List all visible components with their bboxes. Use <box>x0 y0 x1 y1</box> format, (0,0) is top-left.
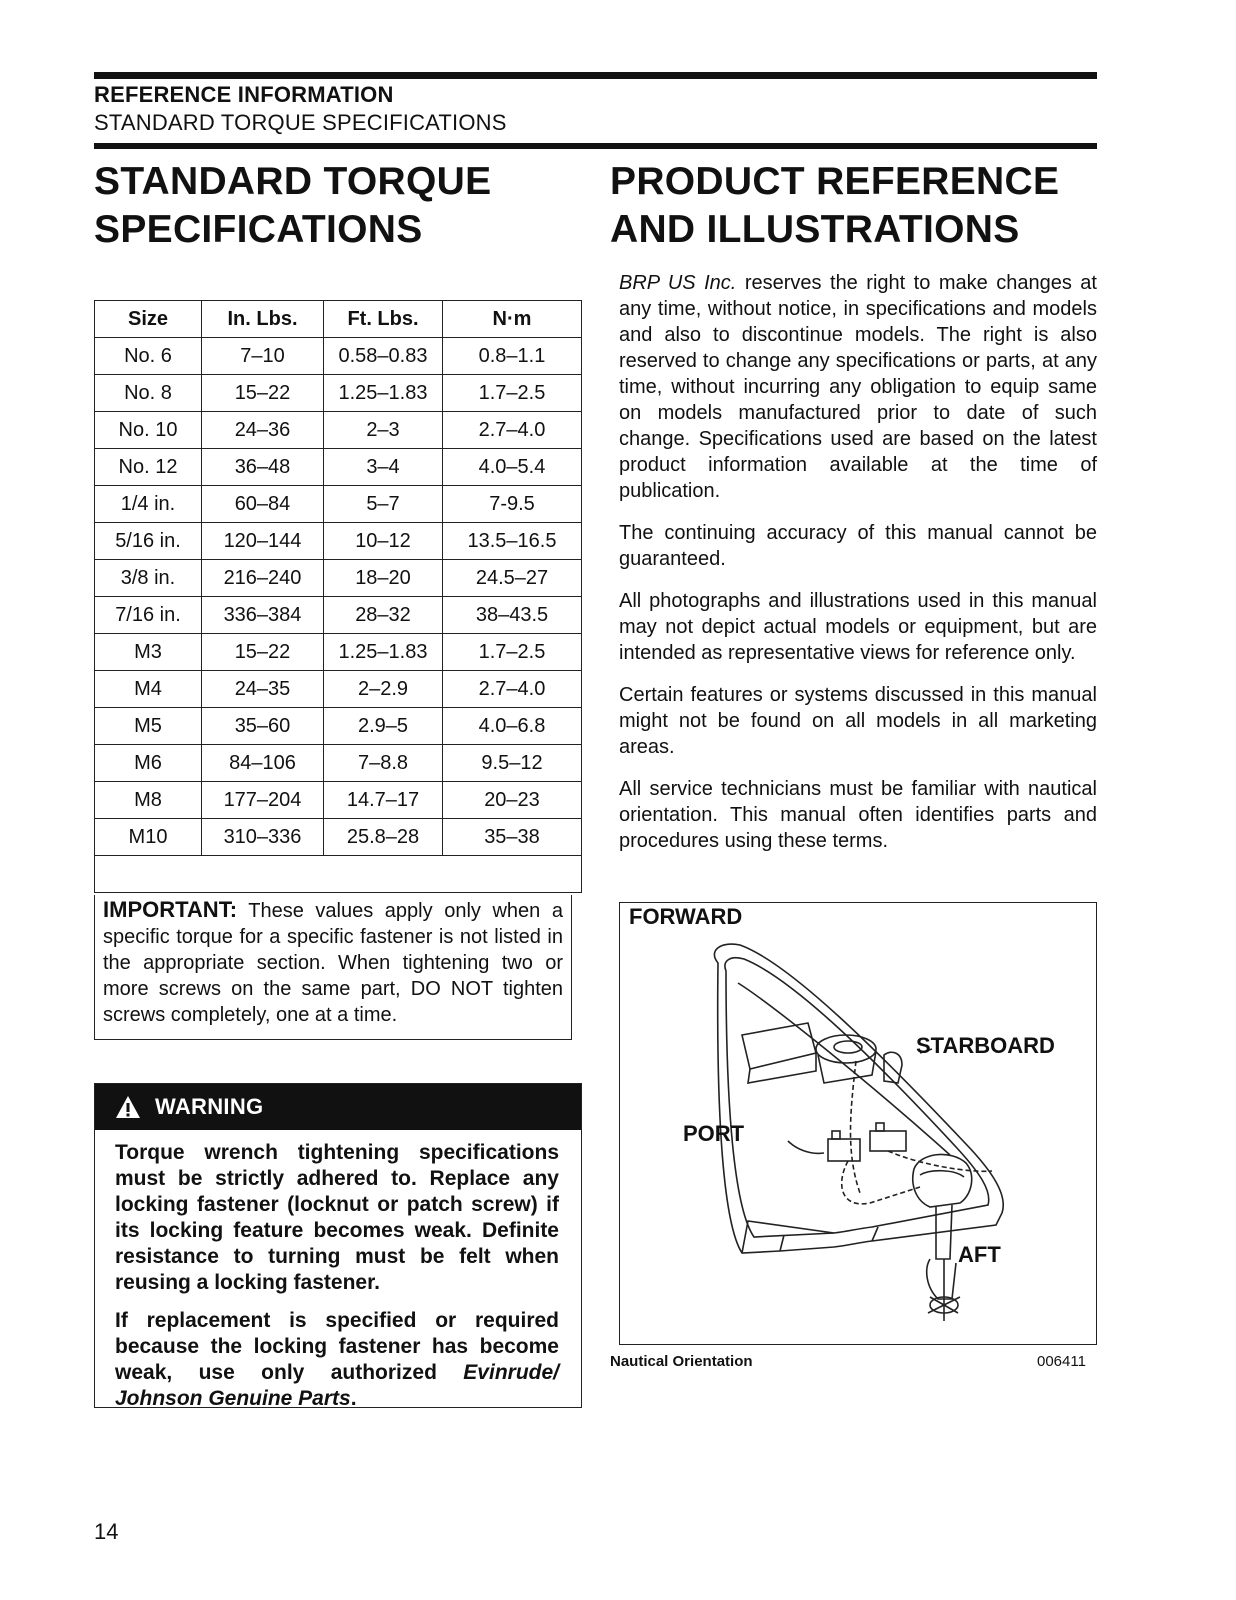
product-heading-line2: AND ILLUSTRATIONS <box>610 208 1020 251</box>
cell-size: M4 <box>95 671 202 708</box>
table-row <box>95 449 582 486</box>
table-row <box>95 745 582 782</box>
cell-size: M6 <box>95 745 202 782</box>
product-para-5: All service technicians must be familiar with nautical orientation. This manual often identifies parts and procedures using these terms. <box>619 778 1097 852</box>
table-row <box>95 486 582 523</box>
col-header-size: Size <box>95 301 202 338</box>
cell-ft-lbs: 2–2.9 <box>324 671 443 708</box>
cell-size: M8 <box>95 782 202 819</box>
cell-nm: 2.7–4.0 <box>443 671 582 708</box>
cell-nm: 4.0–6.8 <box>443 708 582 745</box>
cell-nm: 1.7–2.5 <box>443 634 582 671</box>
product-heading <box>610 158 1059 254</box>
cell-ft-lbs: 3–4 <box>324 449 443 486</box>
header-section: REFERENCE INFORMATION <box>94 82 394 107</box>
col-header-in-lbs: In. Lbs. <box>202 301 324 338</box>
torque-heading-line1: STANDARD TORQUE <box>94 160 492 203</box>
cell-size: M5 <box>95 708 202 745</box>
table-row <box>95 819 582 856</box>
company-name: BRP US Inc. <box>619 272 737 294</box>
header-subsection: STANDARD TORQUE SPECIFICATIONS <box>94 110 507 135</box>
warning-box <box>94 1083 582 1408</box>
cell-in-lbs: 15–22 <box>202 634 324 671</box>
important-note <box>94 895 572 1040</box>
cell-ft-lbs: 5–7 <box>324 486 443 523</box>
header-bottom-rule <box>94 143 1097 149</box>
table-row <box>95 560 582 597</box>
figure-caption: Nautical Orientation <box>610 1353 753 1370</box>
torque-table-blank-row <box>95 856 582 893</box>
cell-size: No. 6 <box>95 338 202 375</box>
cell-ft-lbs: 2–3 <box>324 412 443 449</box>
cell-size: 3/8 in. <box>95 560 202 597</box>
page-number: 14 <box>94 1519 119 1544</box>
cell-ft-lbs: 14.7–17 <box>324 782 443 819</box>
table-row <box>95 708 582 745</box>
important-label: IMPORTANT: <box>103 897 238 922</box>
cell-nm: 13.5–16.5 <box>443 523 582 560</box>
table-row <box>95 671 582 708</box>
table-row <box>95 523 582 560</box>
torque-heading <box>94 158 491 254</box>
cell-size: No. 10 <box>95 412 202 449</box>
cell-nm: 4.0–5.4 <box>443 449 582 486</box>
cell-ft-lbs: 1.25–1.83 <box>324 634 443 671</box>
cell-size: 1/4 in. <box>95 486 202 523</box>
table-row <box>95 597 582 634</box>
warning-parts-name: Evinrude/ Johnson Genuine Parts <box>115 1361 559 1410</box>
forward-label: FORWARD <box>629 904 743 929</box>
cell-in-lbs: 24–36 <box>202 412 324 449</box>
table-row <box>95 412 582 449</box>
col-header-nm: N·m <box>443 301 582 338</box>
cell-nm: 1.7–2.5 <box>443 375 582 412</box>
nautical-figure <box>619 902 1097 1345</box>
warning-header <box>95 1084 581 1130</box>
important-text: These values apply only when a specific torque for a specific fastener is not listed in the appropriate section. When tightening two or more screws on the same part, DO NOT tighten screws completely, one at a time. <box>103 900 563 1026</box>
warning-triangle-icon <box>115 1095 141 1119</box>
figure-number: 006411 <box>1037 1353 1086 1370</box>
warning-title: WARNING <box>155 1094 264 1119</box>
product-para-4: Certain features or systems discussed in this manual might not be found on all models in all marketing areas. <box>619 684 1097 758</box>
col-header-ft-lbs: Ft. Lbs. <box>324 301 443 338</box>
cell-size: M3 <box>95 634 202 671</box>
cell-nm: 0.8–1.1 <box>443 338 582 375</box>
cell-size: No. 12 <box>95 449 202 486</box>
cell-in-lbs: 310–336 <box>202 819 324 856</box>
cell-ft-lbs: 7–8.8 <box>324 745 443 782</box>
cell-in-lbs: 336–384 <box>202 597 324 634</box>
cell-ft-lbs: 0.58–0.83 <box>324 338 443 375</box>
cell-in-lbs: 7–10 <box>202 338 324 375</box>
product-para-3: All photographs and illustrations used in this manual may not depict actual models or equipment, but are intended as representative views for reference only. <box>619 590 1097 664</box>
warning-para-2-end: . <box>350 1387 357 1410</box>
cell-in-lbs: 60–84 <box>202 486 324 523</box>
cell-in-lbs: 120–144 <box>202 523 324 560</box>
table-row <box>95 782 582 819</box>
cell-size: No. 8 <box>95 375 202 412</box>
warning-para-2-text: If replacement is specified or required because the locking fastener has become weak, use only authorized <box>115 1309 559 1384</box>
cell-ft-lbs: 10–12 <box>324 523 443 560</box>
port-label: PORT <box>683 1121 745 1146</box>
cell-size: M10 <box>95 819 202 856</box>
product-para-2: The continuing accuracy of this manual cannot be guaranteed. <box>619 522 1097 570</box>
product-text <box>619 270 1097 870</box>
cell-size: 7/16 in. <box>95 597 202 634</box>
torque-table <box>94 300 582 893</box>
aft-label: AFT <box>958 1242 1001 1267</box>
cell-ft-lbs: 1.25–1.83 <box>324 375 443 412</box>
cell-nm: 7-9.5 <box>443 486 582 523</box>
cell-nm: 2.7–4.0 <box>443 412 582 449</box>
cell-in-lbs: 35–60 <box>202 708 324 745</box>
cell-nm: 38–43.5 <box>443 597 582 634</box>
product-para-1-text: reserves the right to make changes at any time, without notice, in specifications and models and also to discontinue models. The right is also reserved to change any specifications or parts, at any time, without incurring any obligation to equip same on models manufactured prior to date of such change. Specifications used are based on the latest product information available at the time of publication. <box>619 272 1097 502</box>
starboard-label: STARBOARD <box>916 1033 1055 1058</box>
cell-nm: 24.5–27 <box>443 560 582 597</box>
warning-para-2 <box>115 1308 559 1412</box>
cell-nm: 9.5–12 <box>443 745 582 782</box>
cell-in-lbs: 84–106 <box>202 745 324 782</box>
cell-nm: 35–38 <box>443 819 582 856</box>
cell-in-lbs: 36–48 <box>202 449 324 486</box>
warning-body <box>95 1130 581 1412</box>
table-row <box>95 634 582 671</box>
cell-ft-lbs: 28–32 <box>324 597 443 634</box>
torque-heading-line2: SPECIFICATIONS <box>94 208 423 251</box>
cell-ft-lbs: 2.9–5 <box>324 708 443 745</box>
product-para-1 <box>619 270 1097 504</box>
cell-nm: 20–23 <box>443 782 582 819</box>
cell-ft-lbs: 18–20 <box>324 560 443 597</box>
cell-ft-lbs: 25.8–28 <box>324 819 443 856</box>
torque-table-header-row <box>95 301 582 338</box>
cell-size: 5/16 in. <box>95 523 202 560</box>
cell-in-lbs: 177–204 <box>202 782 324 819</box>
cell-in-lbs: 24–35 <box>202 671 324 708</box>
product-heading-line1: PRODUCT REFERENCE <box>610 160 1060 203</box>
table-row <box>95 338 582 375</box>
cell-in-lbs: 216–240 <box>202 560 324 597</box>
cell-in-lbs: 15–22 <box>202 375 324 412</box>
warning-para-1: Torque wrench tightening specifications must be strictly adhered to. Replace any locking fastener (locknut or patch screw) if its locking feature becomes weak. Definite resistance to turning must be felt when reusing a locking fastener. <box>115 1141 559 1294</box>
table-row <box>95 375 582 412</box>
header-top-rule <box>94 72 1097 79</box>
